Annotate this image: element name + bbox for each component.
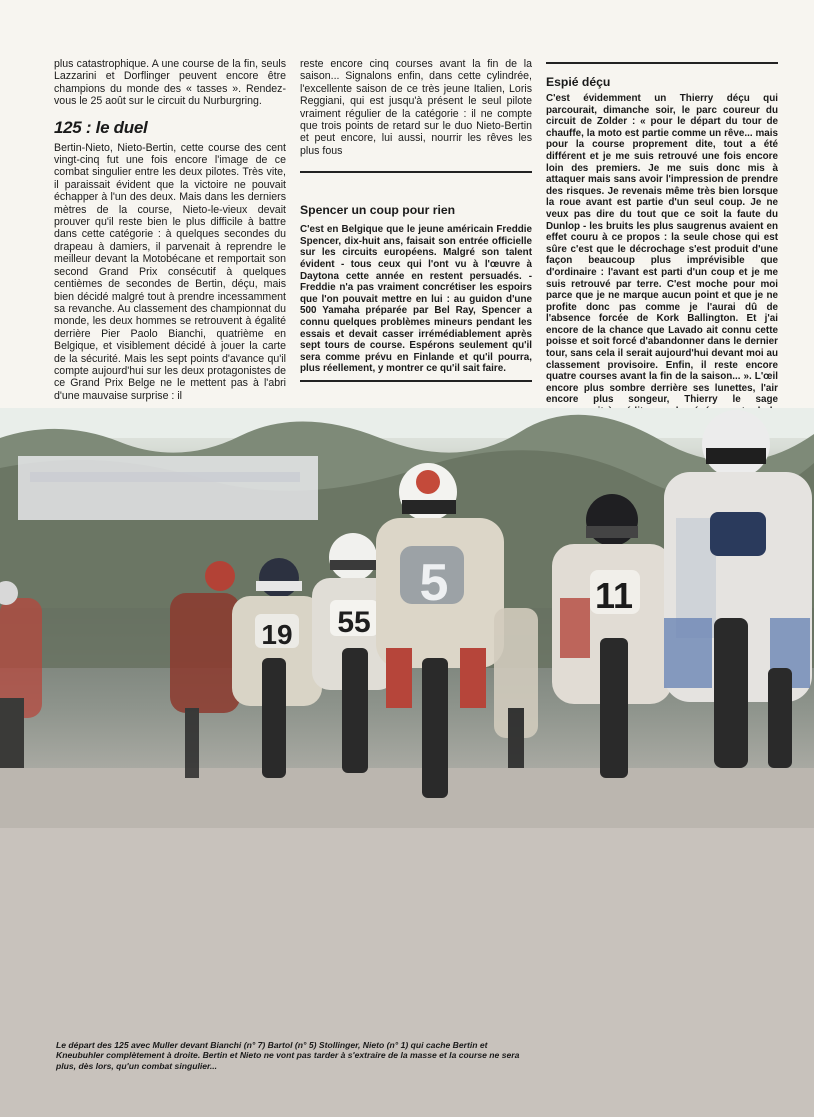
photo-caption: Le départ des 125 avec Muller devant Bianchi (n° 7) Bartol (n° 5) Stollinger, Nieto (n° 1) qui cache Bertin et Kneubuhler complètement à droite. Bertin et Nieto ne vont pas tarder à s'extraire de la masse et la course ne sera plus, dès lors, qu'un combat singulier... [56, 1040, 520, 1071]
race-number-19: 19 [261, 619, 293, 650]
col2-bold-body: C'est en Belgique que le jeune américain Freddie Spencer, dix-huit ans, faisait son entrée officielle sur les circuits européens. Malgré son talent évident - tous ceux qui l'ont vu à l'œuvre à Daytona cette année en restent persuadés. - Freddie n'a pas vraiment concrétiser les espoirs que l'on pouvait mettre en lui : au guidon d'une 500 Yamaha préparée par Bel Ray, Spencer a connu quelques problèmes mineurs pendant les essais et devait casser irrémédiablement après sept tours de course. Espérons seulement qu'il sera comme prévu en Finlande et qu'il pourra, plus réellement, y montrer ce qu'il sait faire. [300, 224, 532, 375]
col1-body: Bertin-Nieto, Nieto-Bertin, cette course des cent vingt-cinq fut une fois encore l'image de ce combat singulier entre les deux pilotes. Très vite, il paraissait évident que la victoire ne pouvait échapper à l'un des deux. Mais dans les derniers mètres de la course, Nieto-le-vieux devait prouver qu'il reste bien le plus difficile à battre dans cette catégorie : à quelques secondes du drapeau à damiers, il parvenait à reprendre le meilleur devant la Motobécane et remportait son second Grand Prix consécutif à quelques centièmes de secondes de Bertin, déçu, mais bien décidé malgré tout à prendre incessamment sa revanche. Au classement des championnat du monde, les deux hommes se retrouvent à égalité derrière Pier Paolo Bianchi, quatrième en Belgique, et visiblement décidé à jouer la carte de la sécurité. Mais les sept points d'avance qu'il compte aujourd'hui sur les deux protagonistes de ce Grand Prix Belge ne le mettent pas à l'abri d'une mauvaise surprise : il [54, 141, 286, 402]
section-heading-espie: Espié déçu [546, 75, 611, 89]
col2-body: reste encore cinq courses avant la fin de la saison... Signalons enfin, dans cette cylindrée, l'excellente saison de ce très jeune Italien, Loris Reggiani, qui est jusqu'à présent le seul pilote vraiment régulier de la catégorie : il ne compte que trois points de retard sur le duo Nieto-Bertin et peut encore, lui aussi, nourrir les rêves les plus fous [300, 58, 532, 157]
column-3 [546, 58, 778, 437]
section-heading-125: 125 : le duel [54, 117, 148, 137]
race-number-5: 5 [419, 554, 449, 612]
divider [300, 380, 532, 382]
race-start-photo [0, 408, 814, 1117]
race-number-11: 11 [594, 575, 634, 616]
divider [546, 62, 778, 64]
col1-intro: plus catastrophique. A une course de la fin, seuls Lazzarini et Dorflinger peuvent encore être champions du monde des « tasses ». Rendez-vous le 25 août sur le circuit du Nurburgring. [54, 58, 286, 108]
col3-bold-body: C'est évidemment un Thierry déçu qui parcourait, dimanche soir, le parc coureur du circuit de Zolder : « pour le départ du tour de chauffe, la moto est partie comme un rêve... mais pour la course proprement dite, tout a été différent et je me suis retrouvé une fois encore loin des premiers. Je me suis donc mis à attaquer mais sans avoir l'impression de prendre des risques. Je revenais même très bien lorsque la roue avant est partie d'un seul coup. Je ne veux pas dire du tout que ce soit la faute du Dunlop - les bruits les plus saugrenus avaient en effet couru à ce propos : la seule chose qui est sûre c'est que le décrochage s'est produit d'une façon beaucoup plus imprévisible que d'ordinaire : l'avant est parti d'un coup et je me suis retrouvé par terre. C'est moche pour moi parce que je ne marque aucun point et que je ne profite donc pas comme je l'aurai dû de l'absence forcée de Kork Ballington. Et j'ai encore de la chance que Lavado ait connu cette poisse et soit forcé d'abandonner dans le dernier tour, sans cela il serait aujourd'hui devant moi au classement provisoire. Enfin, il reste encore quatre courses avant la fin de la saison... ». L'œil encore plus sombre derrière ses lunettes, l'air encore plus songeur, Thierry le sage [546, 93, 778, 406]
race-number-55: 55 [337, 606, 371, 639]
divider [300, 171, 532, 173]
column-2 [300, 58, 532, 382]
section-heading-spencer: Spencer un coup pour rien [300, 203, 456, 218]
column-1 [54, 58, 286, 402]
